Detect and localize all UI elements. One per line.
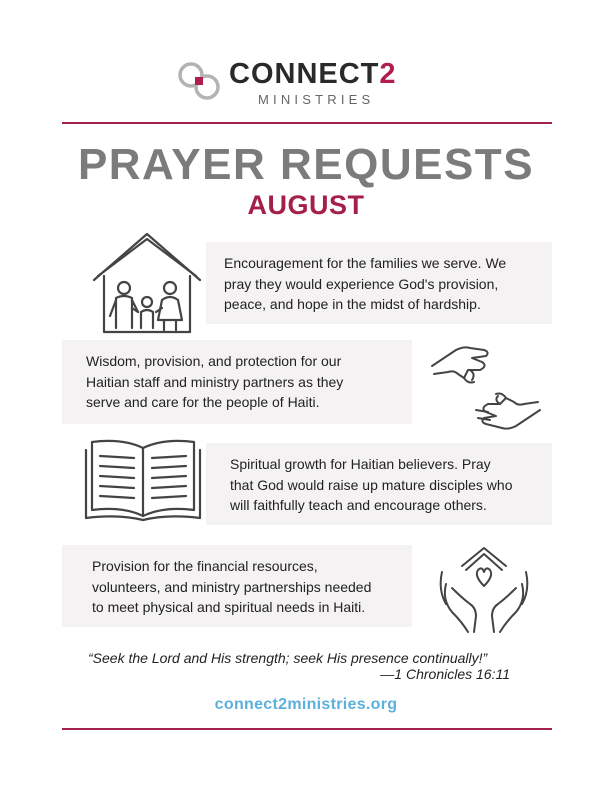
month-heading: AUGUST: [247, 190, 365, 220]
prayer-request-4: Provision for the financial resources, volunteers, and ministry partnerships needed to meet physical and spiritual needs in Haiti.: [62, 545, 412, 627]
bottom-divider: [62, 728, 552, 730]
page-title: PRAYER REQUESTS: [77, 140, 535, 189]
logo-wordmark: CONNECT2: [229, 58, 397, 90]
prayer-request-3: Spiritual growth for Haitian believers. Pray that God would raise up mature disciples who will faithfully teach and encourage others.: [206, 443, 552, 525]
infinity-link-icon: [176, 58, 222, 104]
top-divider: [62, 122, 552, 124]
logo-subtitle: MINISTRIES: [258, 92, 375, 107]
hands-heart-house-icon: [432, 542, 536, 636]
connect2-logo: [176, 56, 436, 112]
prayer-request-1: Encouragement for the families we serve. We pray they would experience God's provision, peace, and hope in the midst of hardship.: [206, 242, 552, 324]
prayer-request-2: Wisdom, provision, and protection for our Haitian staff and ministry partners as they serve and care for the people of Haiti.: [62, 340, 412, 424]
family-house-icon: [88, 228, 206, 338]
reaching-hands-icon: [424, 340, 548, 436]
website-link[interactable]: connect2ministries.org: [214, 696, 398, 713]
open-book-icon: [82, 436, 204, 522]
verse-reference: —1 Chronicles 16:11: [380, 666, 510, 682]
verse-quote: “Seek the Lord and His strength; seek His presence continually!”: [88, 650, 488, 666]
